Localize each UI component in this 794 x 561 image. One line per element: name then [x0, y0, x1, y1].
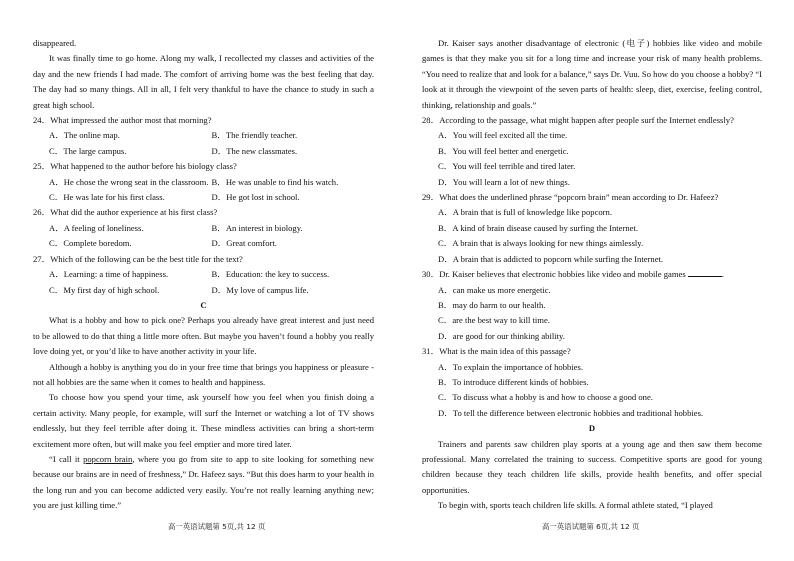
option-b: B．To introduce different kinds of hobbies. [438, 376, 589, 387]
paragraph: Dr. Kaiser says another disadvantage of electronic (电子) hobbies like video and mobile games is that they make you sit for a long time and increase your risk of many health problems. “You need to realize that and look for a balance,” says Dr. Vuu. So how do you choose a hobby? “I look at it through the viewpoint of the seven parts of health: sleep, diet, exercise, feeling control, thinking, relationship and goals.” [422, 38, 762, 110]
question-29: 29．What does the underlined phrase “popcorn brain” mean according to Dr. Hafeez? [422, 192, 719, 203]
paragraph: It was finally time to go home. Along my walk, I recollected my classes and activities of the day and the new friends I had made. The comfort of arriving home was the best feeling that day. The day had so many things. All in all, I felt very thankful to have the chance to study in such a great high school. [33, 53, 374, 110]
option-d: D．A brain that is addicted to popcorn while surfing the Internet. [438, 253, 664, 264]
option-d: D．are good for our thinking ability. [438, 330, 565, 341]
option-a: A．Learning: a time of happiness. [49, 269, 169, 280]
quote-start: “I call it [49, 453, 84, 464]
option-b: B．You will feel better and energetic. [438, 145, 569, 156]
question-28: 28．According to the passage, what might happen after people surf the Internet endlessly? [422, 115, 734, 126]
underlined-phrase: popcorn brain [83, 453, 133, 464]
page-footer-right: 高一英语试题第 6页,共 12 页 [542, 522, 640, 531]
right-column [422, 36, 762, 514]
quote-rest: , where you go from site to app to site looking for something new because our brains are in need of freshness,” Dr. Hafeez says. “But this does harm to your health in the long run and you can become addicted very easily. You’re not really learning anything new; you are just killing time.” [33, 453, 375, 511]
option-d: D．He got lost in school. [211, 192, 300, 203]
option-c: C．He was late for his first class. [49, 192, 165, 203]
option-a: A．A feeling of loneliness. [49, 222, 144, 233]
option-a: A．can make us more energetic. [438, 284, 551, 295]
question-31: 31．What is the main idea of this passage? [422, 346, 571, 357]
option-b: B．He was unable to find his watch. [211, 176, 339, 187]
option-a: A．The online map. [49, 130, 120, 141]
question-25: 25．What happened to the author before his biology class? [33, 161, 237, 172]
question-26: 26．What did the author experience at his first class? [33, 207, 218, 218]
paragraph: Trainers and parents saw children play sports at a young age and then saw them become professional. Many correlated the training to success. Competitive sports are good for young children because they teach children life skills, provide health benefits, and offer special opportunities. [422, 438, 762, 495]
option-b: B．may do harm to our health. [438, 299, 546, 310]
answer-blank [688, 268, 722, 277]
option-a: A．A brain that is full of knowledge like popcorn. [438, 207, 612, 218]
left-column [33, 36, 374, 514]
option-d: D．You will learn a lot of new things. [438, 176, 570, 187]
question-24: 24．What impressed the author most that morning? [33, 115, 212, 126]
page-footer-left: 高一英语试题第 5页,共 12 页 [168, 522, 266, 531]
paragraph: Although a hobby is anything you do in your free time that brings you happiness or pleasure - not all hobbies are the same when it comes to health and happiness. [33, 361, 374, 387]
option-c: C．You will feel terrible and tired later. [438, 161, 576, 172]
question-30: 30．Dr. Kaiser believes that electronic hobbies like video and mobile games . [422, 269, 725, 280]
option-c: C．The large campus. [49, 145, 127, 156]
options-24 [33, 128, 374, 159]
option-b: B．Education: the key to success. [211, 269, 330, 280]
option-b: B．A kind of brain disease caused by surfing the Internet. [438, 222, 638, 233]
option-d: D．To tell the difference between electronic hobbies and traditional hobbies. [438, 407, 704, 418]
section-heading-c: C [200, 299, 207, 310]
option-b: B．An interest in biology. [211, 222, 303, 233]
options-26 [33, 221, 374, 252]
paragraph: disappeared. [33, 38, 77, 48]
paragraph: To begin with, sports teach children life skills. A formal athlete stated, “I played [438, 500, 713, 511]
question-30-stem: 30．Dr. Kaiser believes that electronic hobbies like video and mobile games [422, 269, 688, 280]
paragraph: To choose how you spend your time, ask yourself how you feel when you finish doing a certain activity. Many people, for example, will surf the Internet or watching a lot of TV shows endlessly, but they feel terrible after doing it. These mindless activities can bring a short-term excitement more often, but will make you feel emptier and more tired later. [33, 392, 374, 449]
option-d: D．The new classmates. [211, 145, 298, 156]
section-heading-d: D [588, 423, 596, 434]
option-c: C．My first day of high school. [49, 284, 160, 295]
options-27 [33, 267, 374, 298]
option-a: A．To explain the importance of hobbies. [438, 361, 583, 372]
options-25 [33, 175, 374, 206]
option-c: C．Complete boredom. [49, 238, 132, 249]
option-d: D．My love of campus life. [211, 284, 309, 295]
option-c: C．are the best way to kill time. [438, 315, 550, 326]
question-27: 27．Which of the following can be the best title for the text? [33, 253, 243, 264]
option-d: D．Great comfort. [211, 238, 277, 249]
option-a: A．He chose the wrong seat in the classroom. [49, 176, 209, 187]
paragraph [33, 452, 374, 514]
option-a: A．You will feel excited all the time. [438, 130, 568, 141]
paragraph: What is a hobby and how to pick one? Perhaps you already have great interest and just need to be allowed to do that thing a little more often. But maybe you haven’t found a hobby you really love doing yet, or you’d like to have another activity in your life. [33, 315, 374, 357]
option-c: C．A brain that is always looking for new things aimlessly. [438, 238, 644, 249]
option-b: B．The friendly teacher. [211, 130, 298, 141]
option-c: C．To discuss what a hobby is and how to choose a good one. [438, 392, 653, 403]
